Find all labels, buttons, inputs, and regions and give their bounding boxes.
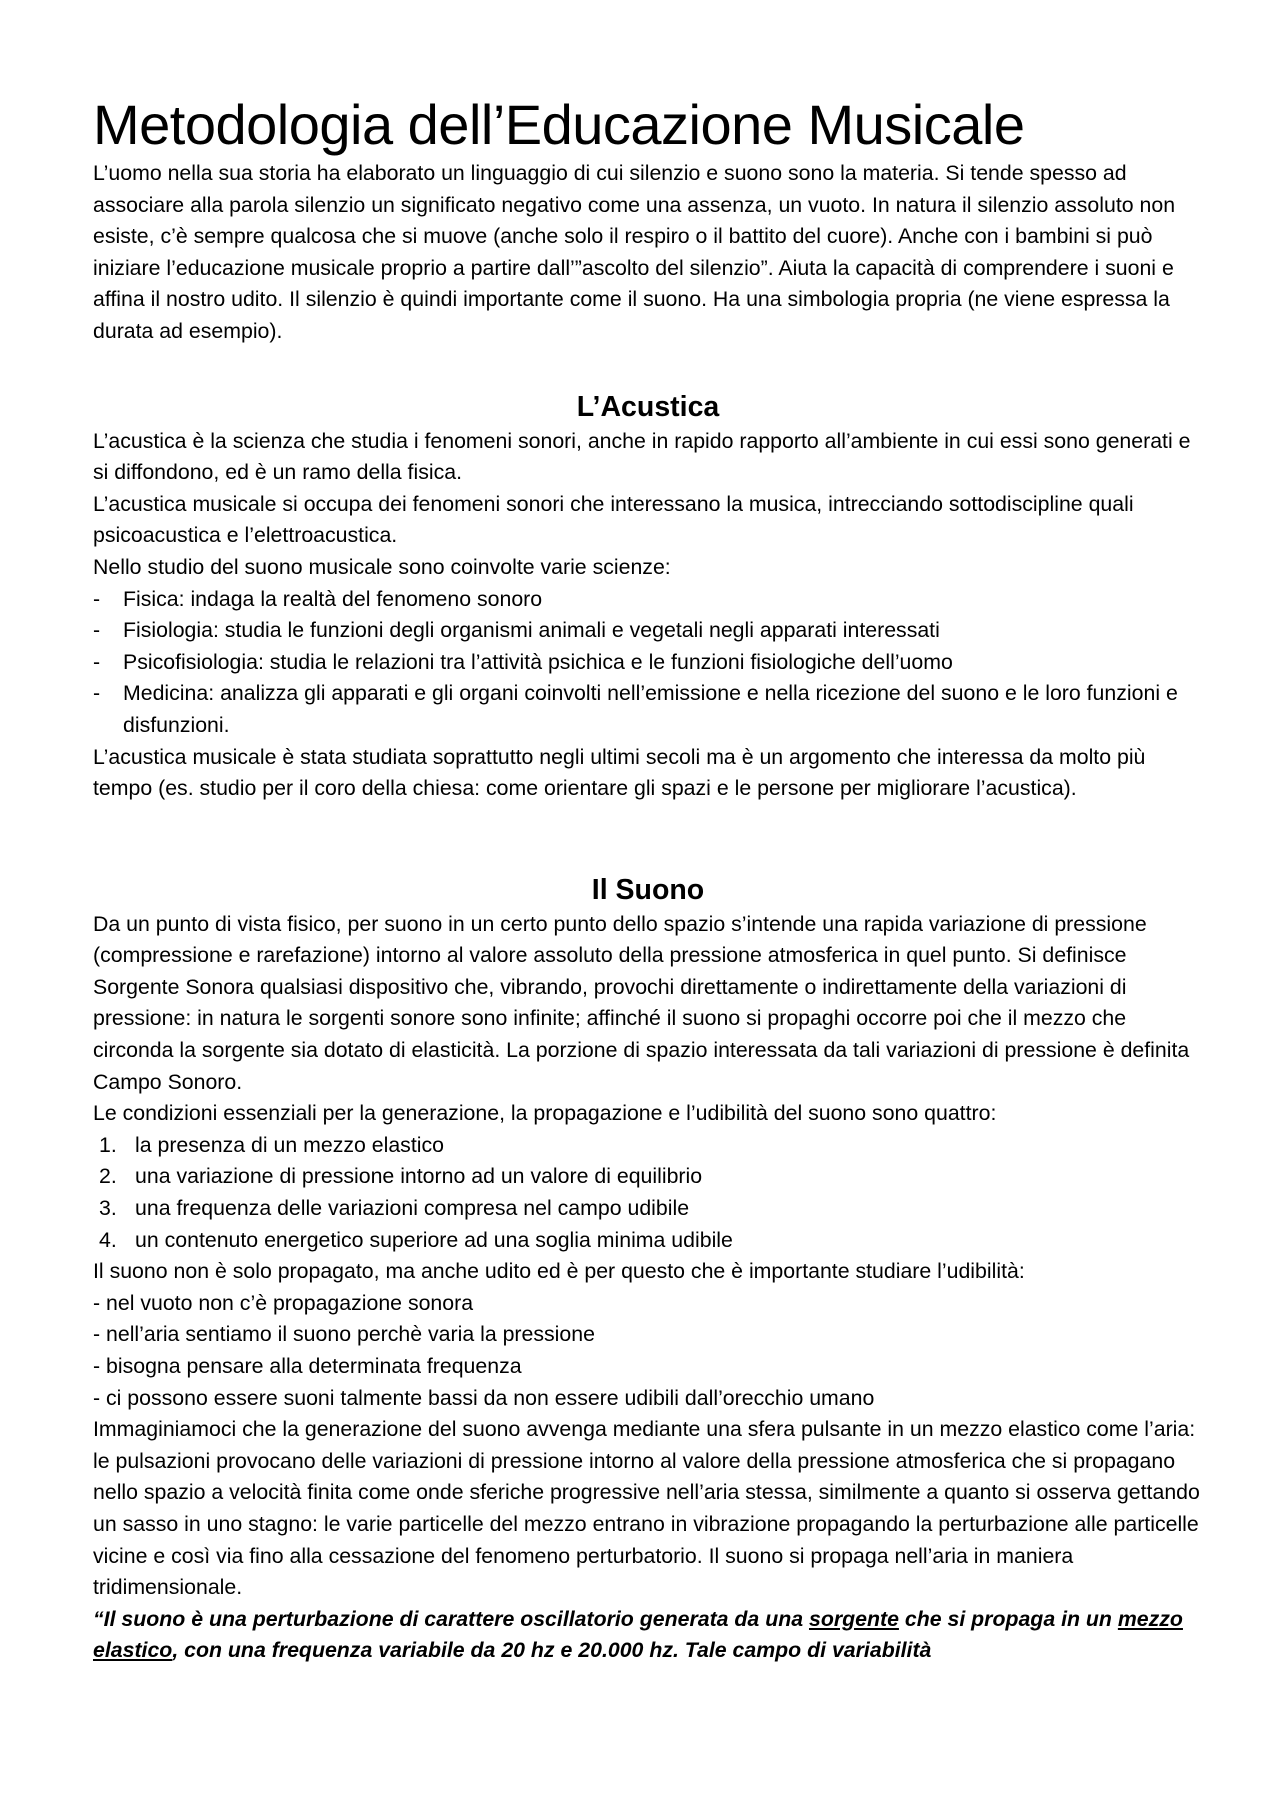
list-item: 1. la presenza di un mezzo elastico bbox=[99, 1132, 444, 1157]
intro-paragraph: L’uomo nella sua storia ha elaborato un linguaggio di cui silenzio e suono sono la materia. Si tende spesso ad associare alla parola silenzio un significato negativo come una assenza, un vuoto. In natura il silenzio assoluto non esiste, c’è sempre qualcosa che si muove (anche solo il respiro o il battito del cuore). Anche con i bambini si può iniziare l’educazione musicale proprio a partire dall’”ascolto del silenzio”. Aiuta la capacità di comprendere i suoni e affina il nostro udito. Il silenzio è quindi importante come il suono. Ha una simbologia propria (ne viene espressa la durata ad esempio). bbox=[93, 161, 1176, 343]
page-title: Metodologia dell’Educazione Musicale bbox=[93, 93, 1025, 156]
suono-paragraph-3: Il suono non è solo propagato, ma anche udito ed è per questo che è importante studiare l’udibilità: bbox=[93, 1259, 1025, 1284]
acustica-paragraph-3: Nello studio del suono musicale sono coinvolte varie scienze: bbox=[93, 554, 671, 579]
udibilita-line: - nel vuoto non c’è propagazione sonora bbox=[93, 1290, 474, 1315]
acustica-paragraph-4: L’acustica musicale è stata studiata soprattutto negli ultimi secoli ma è un argomento che interessa da molto più tempo (es. studio per il coro della chiesa: come orientare gli spazi e le persone per migliorare l’acustica). bbox=[93, 744, 1146, 801]
suono-paragraph-1: Da un punto di vista fisico, per suono in un certo punto dello spazio s’intende una rapida variazione di pressione (compressione e rarefazione) intorno al valore assoluto della pressione atmosferica in quel punto. Si definisce Sorgente Sonora qualsiasi dispositivo che, vibrando, provochi direttamente o indirettamente della variazioni di pressione: in natura le sorgenti sonore sono infinite; affinché il suono si propaghi occorre poi che il mezzo che circonda la sorgente sia dotato di elasticità. La porzione di spazio interessata da tali variazioni di pressione è definita Campo Sonoro. bbox=[93, 911, 1190, 1094]
suono-heading: Il Suono bbox=[591, 873, 705, 906]
suono-paragraph-2: Le condizioni essenziali per la generazione, la propagazione e l’udibilità del suono sono quattro: bbox=[93, 1101, 997, 1126]
acustica-paragraph-2: L’acustica musicale si occupa dei fenomeni sonori che interessano la musica, intrecciando sottodiscipline quali psicoacustica e l’elettroacustica. bbox=[93, 491, 1134, 548]
mezzo-elastico-underlined: mezzo elastico bbox=[93, 1606, 1183, 1663]
udibilita-line: - bisogna pensare alla determinata frequenza bbox=[93, 1354, 522, 1378]
document-page bbox=[93, 92, 1203, 1667]
dash-marker: - bbox=[93, 649, 101, 674]
list-item: 2. una variazione di pressione intorno ad un valore di equilibrio bbox=[99, 1164, 703, 1189]
list-item: - Psicofisiologia: studia le relazioni tra l’attività psichica e le funzioni fisiologiche dell’uomo bbox=[93, 647, 1203, 679]
dash-marker: - bbox=[93, 586, 101, 611]
dash-marker: - bbox=[93, 681, 101, 706]
suono-definition: “Il suono è una perturbazione di carattere oscillatorio generata da una sorgente che si propaga in un mezzo elastico, con una frequenza variabile da 20 hz e 20.000 hz. Tale campo di variabilità bbox=[93, 1606, 1183, 1663]
udibilita-line: - ci possono essere suoni talmente bassi da non essere udibili dall’orecchio umano bbox=[93, 1385, 875, 1410]
dash-marker: - bbox=[93, 618, 101, 643]
sciences-list bbox=[93, 584, 1203, 742]
list-item: - Fisica: indaga la realtà del fenomeno sonoro bbox=[93, 584, 1203, 616]
udibilita-line: - nell’aria sentiamo il suono perchè varia la pressione bbox=[93, 1322, 595, 1347]
list-item: 3. una frequenza delle variazioni compresa nel campo udibile bbox=[99, 1196, 690, 1221]
acustica-heading: L’Acustica bbox=[576, 390, 720, 423]
list-item: - Fisiologia: studia le funzioni degli organismi animali e vegetali negli apparati interessati bbox=[93, 615, 1203, 647]
conditions-list bbox=[93, 1130, 1203, 1256]
suono-paragraph-4: Immaginiamoci che la generazione del suono avvenga mediante una sfera pulsante in un mezzo elastico come l’aria: le pulsazioni provocano delle variazioni di pressione intorno al valore della pressione atmosferica che si propagano nello spazio a velocità finita come onde sferiche progressive nell’aria stessa, similmente a quanto si osserva gettando un sasso in uno stagno: le varie particelle del mezzo entrano in vibrazione propagando la perturbazione alle particelle vicine e così via fino alla cessazione del fenomeno perturbatorio. Il suono si propaga nell’aria in maniera tridimensionale. bbox=[93, 1417, 1200, 1600]
list-item: - Medicina: analizza gli apparati e gli organi coinvolti nell’emissione e nella ricezione del suono e le loro funzioni e disfunzioni. bbox=[93, 678, 1203, 741]
sorgente-underlined: sorgente bbox=[808, 1606, 899, 1631]
acustica-paragraph-1: L’acustica è la scienza che studia i fenomeni sonori, anche in rapido rapporto all’ambiente in cui essi sono generati e si diffondono, ed è un ramo della fisica. bbox=[93, 428, 1191, 485]
list-item: 4. un contenuto energetico superiore ad una soglia minima udibile bbox=[99, 1227, 733, 1252]
